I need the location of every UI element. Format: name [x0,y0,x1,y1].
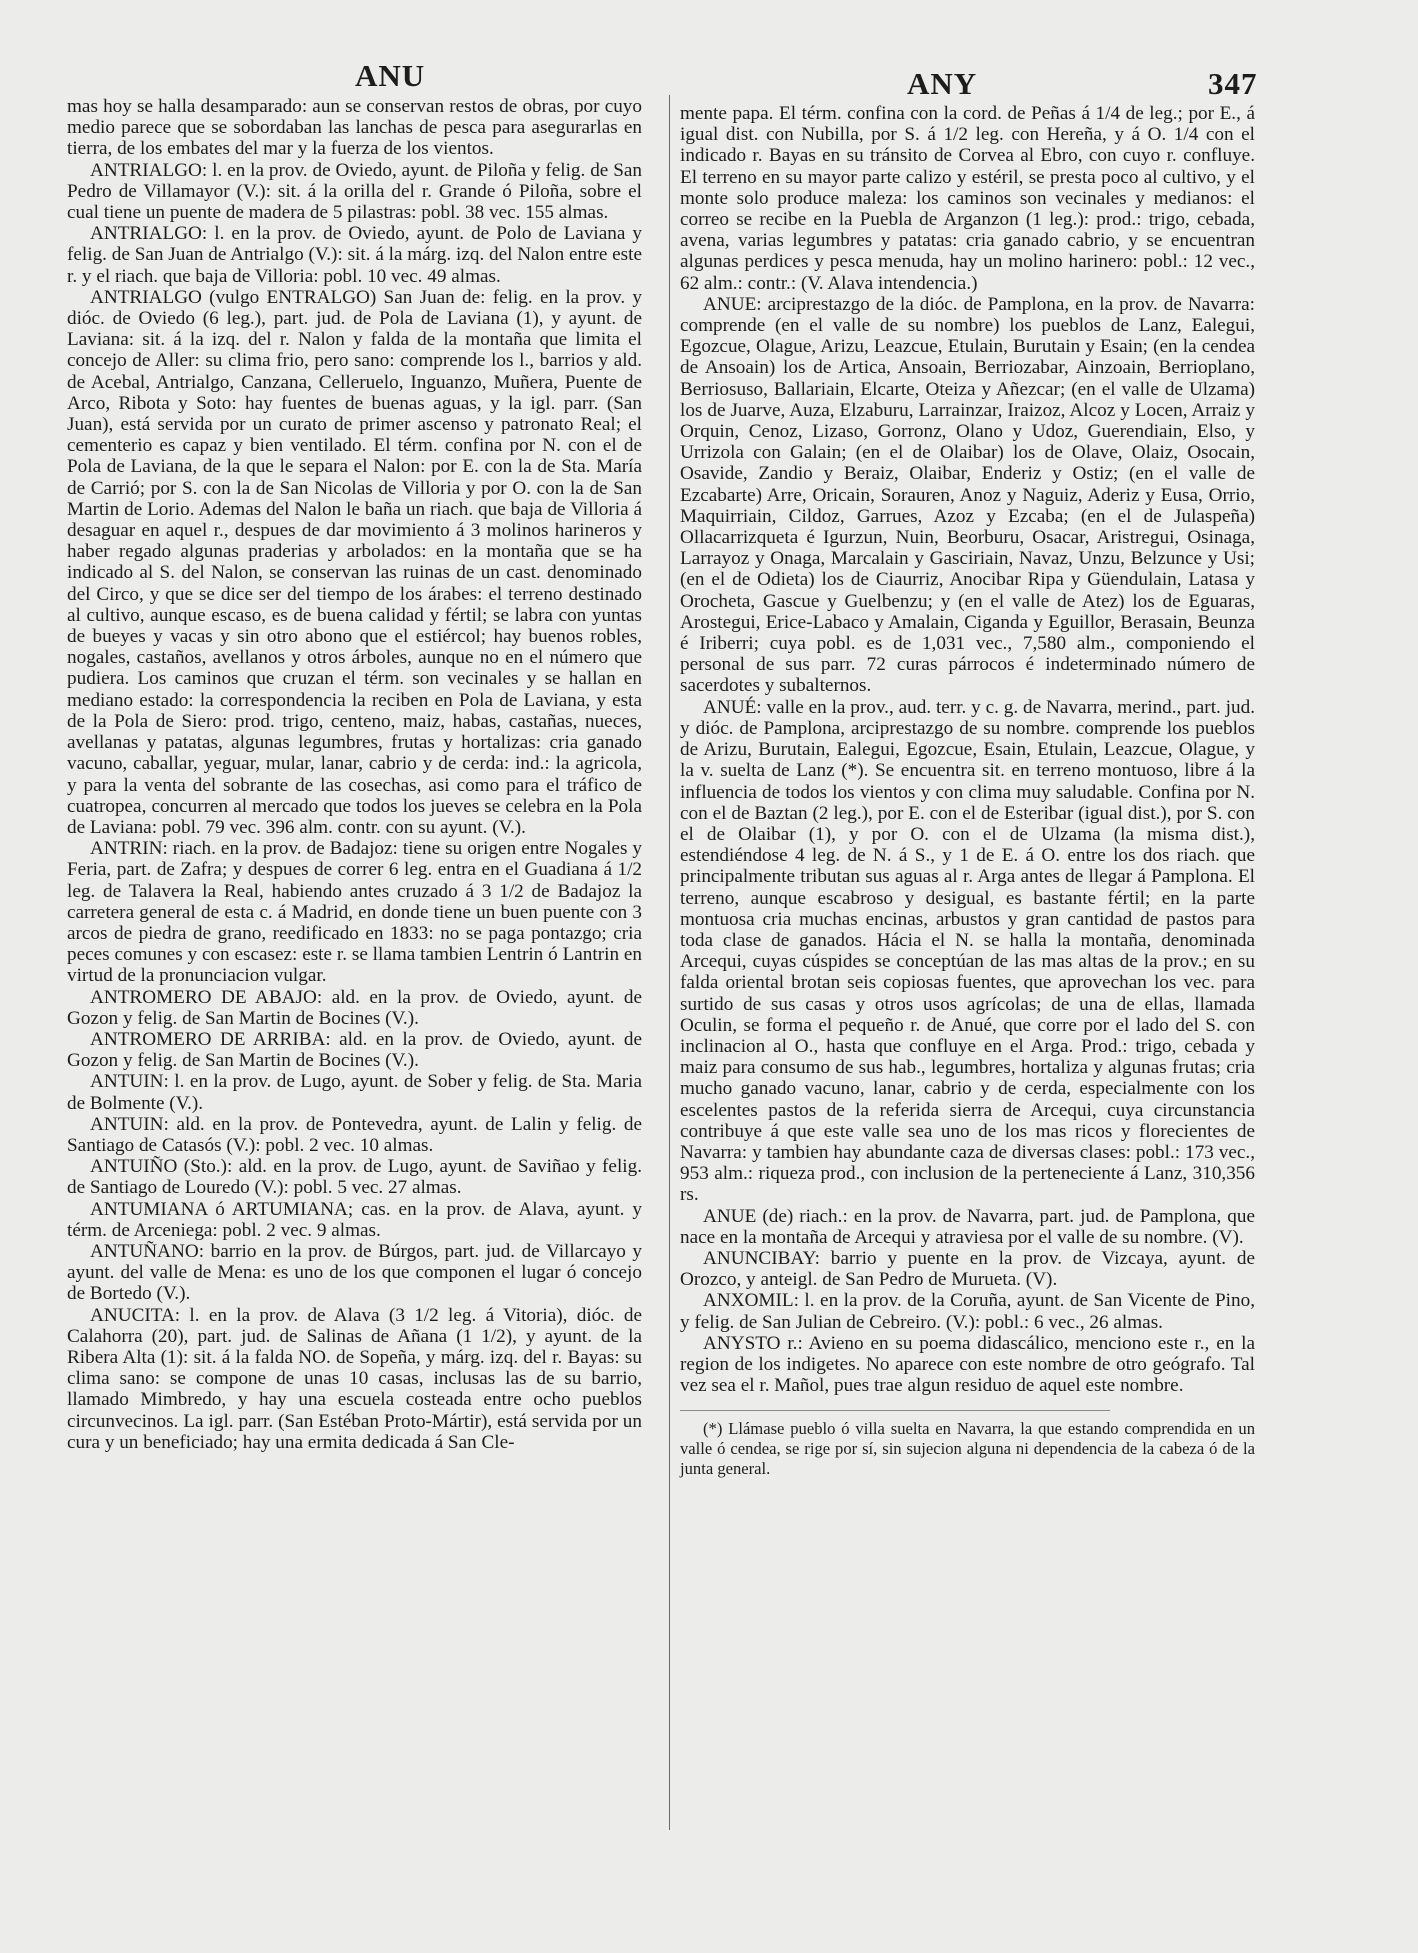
entry-paragraph: ANUE: arciprestazgo de la dióc. de Pamplona, en la prov. de Navarra: comprende (en el valle de su nombre) los pueblos de Lanz, Ealegui, Egozcue, Olague, Arizu, Leazcue, Etulain, Burutain y Esain; (en la cendea de Ansoain) los de Artica, Ansoain, Berriozabar, Ainzoain, Berrioplano, Berriosuso, Ballariain, Elcarte, Oteiza y Añezcar; (en el valle de Ulzama) los de Juarve, Auza, Elzaburu, Larrainzar, Iraizoz, Alcoz y Locen, Arraiz y Orquin, Cenoz, Lizaso, Gorronz, Olano y Udoz, Guerendiain, Elso, y Urrizola con Galain; (en el de Olaibar) los de Olave, Olaiz, Osocain, Osavide, Zandio y Beraiz, Olaibar, Enderiz y Ostiz; (en el valle de Ezcabarte) Arre, Oricain, Sorauren, Anoz y Naguiz, Aderiz y Eusa, Orrio, Maquirriain, Cildoz, Garrues, Azoz y Ezcaba; (en el de Julaspeña) Ollacarrizqueta é Igurzun, Nuin, Beorburu, Osacar, Aristregui, Osinaga, Larrayoz y Onaga, Marcalain y Gasciriain, Navaz, Unzu, Belzunce y Usi; (en el de Odieta) los de Ciaurriz, Anocibar Ripa y Güendulain, Latasa y Orocheta, Gascue y Guelbenzu; y (en el valle de Atez) los de Eguaras, Arostegui, Erice-Labaco y Amalain, Ciganda y Eguillor, Berasain, Beunza é Iriberri; cuya pobl. es de 1,031 vec., 7,580 alm., componiendo el personal de sus parr. 72 curas párrocos é indeterminado número de sacerdotes y subalternos. [680,293,1255,697]
page-number: 347 [1208,66,1258,101]
entry-paragraph: ANTUIN: ald. en la prov. de Pontevedra, ayunt. de Lalin y felig. de Santiago de Catasós (V.): pobl. 2 vec. 10 almas. [67,1113,642,1156]
entry-paragraph: ANTRIN: riach. en la prov. de Badajoz: tiene su origen entre Nogales y Feria, part. de Zafra; y despues de correr 6 leg. entra en el Guadiana á 1/2 leg. de Talavera la Real, habiendo antes cruzado á 3 1/2 de Badajoz la carretera general de esta c. á Madrid, en donde tiene un buen puente con 3 arcos de piedra de grano, reedificado en 1833: no se paga pontazgo; cria peces comunes y con escasez: este r. se llama tambien Lentrin ó Lantrin en virtud de la pronunciacion vulgar. [67,838,642,987]
entry-paragraph: ANXOMIL: l. en la prov. de la Coruña, ayunt. de San Vicente de Pino, y felig. de San Julian de Cebreiro. (V.): pobl.: 6 vec., 26 almas. [680,1290,1255,1333]
entry-paragraph: ANTUIN: l. en la prov. de Lugo, ayunt. de Sober y felig. de Sta. Maria de Bolmente (V.). [67,1071,642,1114]
column-divider [669,95,670,1830]
entry-paragraph: ANYSTO r.: Avieno en su poema didascálico, menciono este r., en la region de los indigetes. No aparece con este nombre de otro geógrafo. Tal vez sea el r. Mañol, pues trae algun residuo de aquel este nombre. [680,1332,1255,1397]
entry-paragraph: ANTRIALGO: l. en la prov. de Oviedo, ayunt. de Piloña y felig. de San Pedro de Villamayor (V.): sit. á la orilla del r. Grande ó Piloña, sobre el cual tiene un puente de madera de 5 pilastras: pobl. 38 vec. 155 almas. [67,159,642,224]
entry-paragraph: ANUCITA: l. en la prov. de Alava (3 1/2 leg. á Vitoria), dióc. de Calahorra (20), part. jud. de Salinas de Añana (1 1/2), y ayunt. de la Ribera Alta (1): sit. á la falda NO. de Sopeña, y márg. izq. del r. Bayas: su clima sano: se compone de unas 10 casas, inclusas las de su barrio, llamado Mimbredo, y hay una escuela costeada entre ocho pueblos circunvecinos. La igl. parr. (San Estéban Proto-Mártir), está servida por un cura y un beneficiado; hay una ermita dedicada á San Cle- [67,1304,642,1453]
running-head-right: ANY [907,66,978,101]
entry-paragraph: mente papa. El térm. confina con la cord. de Peñas á 1/4 de leg.; por E., á igual dist. con Nubilla, por S. á 1/2 leg. con Hereña, y á O. 1/4 con el indicado r. Bayas en su tránsito de Corvea al Ebro, con cuyo r. confluye. El terreno en su mayor parte calizo y estéril, se presta poco al cultivo, y el monte solo produce maleza: los caminos son vecinales y medianos: el correo se recibe en la Puebla de Arganzon (1 leg.): prod.: trigo, cebada, avena, varias legumbres y patatas: cria ganado cabrio, y se encuentran algunas perdices y pesca menuda, hay un molino harinero: pobl.: 12 vec., 62 alm.: contr.: (V. Alava intendencia.) [680,103,1255,294]
entry-paragraph: ANTUÑANO: barrio en la prov. de Búrgos, part. jud. de Villarcayo y ayunt. del valle de Mena: es uno de los que componen el lugar ó concejo de Bortedo (V.). [67,1240,642,1305]
entry-paragraph: ANTRIALGO (vulgo ENTRALGO) San Juan de: felig. en la prov. y dióc. de Oviedo (6 leg.), part. jud. de Pola de Laviana (1), y ayunt. de Laviana: sit. á la izq. del r. Nalon y falda de la montaña que limita el concejo de Aller: su clima frio, pero sano: comprende los l., barrios y ald. de Acebal, Antrialgo, Canzana, Celleruelo, Inguanzo, Muñera, Puente de Arco, Ribota y Soto: hay fuentes de buenas aguas, y la igl. parr. (San Juan), está servida por un curato de primer ascenso y patronato Real; el cementerio es capaz y bien ventilado. El térm. confina por N. con el de Pola de Laviana, de la que le separa el Nalon: por E. con la de Sta. María de Carrió; por S. con la de San Nicolas de Villoria y por O. con la de San Martin de Lorio. Ademas del Nalon le baña un riach. que baja de Villoria á desaguar en aquel r., despues de dar movimiento á 3 molinos harineros y haber regado algunas praderias y arbolados: en la montaña que se ha indicado al S. del Nalon, se conservan las ruinas de un cast. denominado del Circo, y que se dice ser del tiempo de los árabes: el terreno destinado al cultivo, aunque escaso, es de buena calidad y fértil; se labra con yuntas de bueyes y vacas y sin otro abono que el estiércol; hay buenos robles, nogales, castaños, avellanos y otros árboles, aunque no en el número que pudiera. Los caminos que cruzan el térm. son vecinales y se hallan en mediano estado: la correspondencia la reciben en Pola de Laviana, y esta de la Pola de Siero: prod. trigo, centeno, maiz, habas, castañas, nueces, avellanas y patatas, algunas legumbres, frutas y hortalizas: cria ganado vacuno, caballar, yeguar, mular, lanar, cabrio y de cerda: ind.: la agricola, y para la venta del sobrante de las cosechas, asi como para el tráfico de cuatropea, concurren al mercado que todos los jueves se celebra en la Pola de Laviana: pobl. 79 vec. 396 alm. contr. con su ayunt. (V.). [67,286,642,838]
running-head-left: ANU [355,58,426,93]
entry-paragraph: ANTUIÑO (Sto.): ald. en la prov. de Lugo, ayunt. de Saviñao y felig. de Santiago de Louredo (V.): pobl. 5 vec. 27 almas. [67,1156,642,1199]
entry-paragraph: ANTROMERO DE ABAJO: ald. en la prov. de Oviedo, ayunt. de Gozon y felig. de San Martin de Bocines (V.). [67,986,642,1029]
right-column [680,103,1255,1479]
entry-paragraph: ANUÉ: valle en la prov., aud. terr. y c. g. de Navarra, merind., part. jud. y dióc. de Pamplona, arciprestazgo de su nombre. comprende los pueblos de Arizu, Burutain, Ealegui, Egozcue, Esain, Etulain, Leazcue, Olague, y la v. suelta de Lanz (*). Se encuentra sit. en terreno montuoso, libre á la influencia de todos los vientos y con clima muy saludable. Confina por N. con el de Baztan (2 leg.), por E. con el de Esteribar (igual dist.), por S. con el de Olaibar (1), y por O. con el de Ulzama (la misma dist.), estendiéndose 4 leg. de N. á S., y 1 de E. á O. entre los dos riach. que principalmente tributan sus aguas al r. Arga antes de llegar á Pamplona. El terreno, aunque escabroso y desigual, es bastante fértil; en la parte montuosa cria muchas encinas, arbustos y gran cantidad de pastos para toda clase de ganados. Hácia el N. se halla la montaña, denominada Arcequi, cuyas cúspides se conceptúan de las mas altas de la prov.; en su falda oriental brotan seis copiosas fuentes, que aprovechan los vec. para surtido de sus casas y otros usos agrícolas; de una de ellas, llamada Oculin, se forma el pequeño r. de Anué, que corre por el lado del S. con inclinacion al O., hasta que confluye en el Arga. Prod.: trigo, cebada y maiz para consumo de sus hab., legumbres, hortaliza y algunas frutas; cria mucho ganado vacuno, lanar, cabrio y de cerda, especialmente con los escelentes pastos de la referida sierra de Arcequi, cuya circunstancia contribuye á que este valle sea uno de los mas ricos y florecientes de Navarra: y tambien hay abundante caza de diversas clases: pobl.: 173 vec., 953 alm.: riqueza prod., con inclusion de la perteneciente á Lanz, 310,356 rs. [680,696,1255,1206]
footnote: (*) Llámase pueblo ó villa suelta en Navarra, la que estando comprendida en un valle ó cendea, se rige por sí, sin sujecion alguna ni dependencia de la cabeza ó de la junta general. [680,1419,1255,1479]
entry-paragraph: ANUE (de) riach.: en la prov. de Navarra, part. jud. de Pamplona, que nace en la montaña de Arcequi y atraviesa por el valle de su nombre. (V). [680,1205,1255,1248]
left-column [67,96,642,1453]
entry-paragraph: ANTROMERO DE ARRIBA: ald. en la prov. de Oviedo, ayunt. de Gozon y felig. de San Martin de Bocines (V.). [67,1028,642,1072]
entry-paragraph: mas hoy se halla desamparado: aun se conservan restos de obras, por cuyo medio parece que se sobordaban las lanchas de pesca para asegurarlas en tierra, de los embates del mar y la fuerza de los vientos. [67,96,642,160]
entry-paragraph: ANUNCIBAY: barrio y puente en la prov. de Vizcaya, ayunt. de Orozco, y anteigl. de San Pedro de Murueta. (V). [680,1247,1255,1291]
entry-paragraph: ANTRIALGO: l. en la prov. de Oviedo, ayunt. de Polo de Laviana y felig. de San Juan de Antrialgo (V.): sit. á la márg. izq. del Nalon entre este r. y el riach. que baja de Villoria: pobl. 10 vec. 49 almas. [67,223,642,287]
entry-paragraph: ANTUMIANA ó ARTUMIANA; cas. en la prov. de Alava, ayunt. y térm. de Arceniega: pobl. 2 vec. 9 almas. [67,1198,642,1241]
footnote-divider [680,1410,1110,1411]
